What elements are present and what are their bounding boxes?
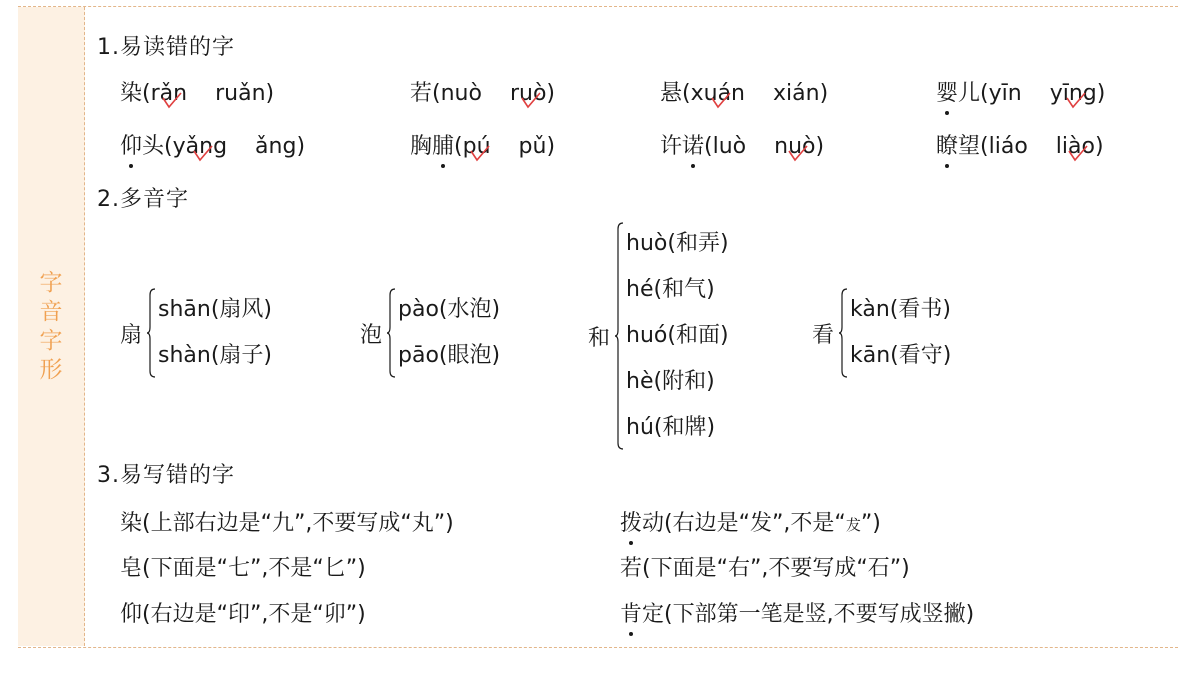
pinyin-option: pú	[463, 134, 491, 159]
writing-note: (下部第一笔是竖,不要写成竖撇)	[664, 602, 975, 627]
word-char: 望	[958, 134, 981, 159]
word-char: 头	[142, 134, 165, 159]
polyphone-char: 看	[812, 322, 835, 348]
pinyin-option: xián	[773, 81, 820, 106]
reading-item: shàn(扇子)	[158, 343, 273, 368]
pinyin-option: ruǎn	[215, 81, 266, 106]
head-char: 定	[642, 602, 665, 627]
word-char: 诺	[682, 129, 704, 160]
reading-item: hé(和气)	[626, 277, 715, 302]
writing-item	[620, 506, 881, 537]
reading-list	[850, 287, 951, 379]
head-char: 仰	[120, 602, 143, 627]
polyphone-group	[120, 287, 272, 379]
polyphone-group	[588, 221, 729, 451]
word-char: 许	[660, 134, 683, 159]
reading-item: pāo(眼泡)	[398, 343, 501, 368]
side-panel	[18, 7, 85, 646]
writing-note: ”)	[860, 511, 881, 536]
writing-note: (上部右边是“九”,不要写成“丸”)	[142, 511, 454, 536]
side-label-char: 字	[39, 270, 63, 296]
writing-item	[120, 506, 454, 537]
polyphone-char: 泡	[360, 322, 383, 348]
reading-item: huó(和面)	[626, 323, 729, 348]
polyphone-char: 和	[588, 325, 611, 351]
pinyin-option: rǎn	[151, 81, 187, 106]
reading-item: hè(附和)	[626, 369, 715, 394]
brace-icon	[146, 287, 156, 379]
reading-list	[626, 221, 729, 451]
writing-item	[120, 551, 366, 582]
word-char: 仰	[120, 129, 142, 160]
pinyin-option: yǎng	[173, 134, 227, 159]
word-char: 若	[410, 81, 433, 106]
pinyin-option: luò	[712, 134, 747, 159]
side-label	[18, 269, 84, 385]
pinyin-option: ǎng	[255, 134, 297, 159]
polyphone-char: 扇	[120, 322, 143, 348]
side-label-char: 音	[39, 299, 63, 325]
pinyin-option: nuò	[440, 81, 482, 106]
reading-item: pào(水泡)	[398, 297, 501, 322]
head-char: 染	[120, 511, 143, 536]
pinyin-item: 染(rǎn ruǎn)	[120, 76, 274, 107]
word-char: 胸	[410, 134, 433, 159]
head-char: 拨	[620, 506, 642, 537]
word-char: 悬	[660, 81, 683, 106]
reading-list	[158, 287, 272, 379]
side-label-char: 形	[39, 357, 63, 383]
brace-icon	[614, 221, 624, 451]
section2-title: 2.多音字	[97, 187, 189, 212]
head-char: 若	[620, 556, 643, 581]
head-char: 肯	[620, 597, 642, 628]
pinyin-option: xuán	[691, 81, 745, 106]
pinyin-option: liáo	[988, 134, 1028, 159]
word-char: 瞭	[936, 129, 958, 160]
word-char: 脯	[432, 129, 454, 160]
pinyin-item: 胸脯(pú pǔ)	[410, 129, 555, 160]
word-char: 染	[120, 81, 143, 106]
reading-item: hú(和牌)	[626, 415, 716, 440]
pinyin-option: pǔ	[518, 134, 547, 159]
writing-item	[120, 597, 366, 628]
reading-item: shān(扇风)	[158, 297, 273, 322]
writing-note: (右边是“印”,不是“卯”)	[142, 602, 366, 627]
pinyin-option: liào	[1056, 134, 1095, 159]
writing-note: (右边是“发”,不是“	[664, 511, 846, 536]
pinyin-item: 婴儿(yīn yīng )	[936, 76, 1105, 107]
writing-note: (下面是“右”,不要写成“石”)	[642, 556, 910, 581]
brace-icon	[386, 287, 396, 379]
side-label-char: 字	[39, 328, 63, 354]
writing-note: (下面是“七”,不是“匕”)	[142, 556, 366, 581]
reading-item: kàn(看书)	[850, 297, 951, 322]
word-char: 儿	[958, 81, 981, 106]
writing-item	[620, 551, 910, 582]
pinyin-item: 悬(xuán xián)	[660, 76, 828, 107]
pinyin-item: 许诺(luò nuò )	[660, 129, 824, 160]
pinyin-item: 若(nuò ruò )	[410, 76, 555, 107]
polyphone-group	[360, 287, 500, 379]
brace-icon	[838, 287, 848, 379]
head-char: 动	[642, 511, 665, 536]
pinyin-item: 仰头(yǎng ǎng)	[120, 129, 305, 160]
head-char: 皂	[120, 556, 143, 581]
reading-item: kān(看守)	[850, 343, 952, 368]
pinyin-option: nuò	[774, 134, 815, 159]
note-mark: 犮	[845, 516, 861, 534]
reading-list	[398, 287, 500, 379]
writing-item	[620, 597, 974, 628]
pinyin-option: ruò	[510, 81, 546, 106]
polyphone-group	[812, 287, 951, 379]
reading-item: huò(和弄)	[626, 231, 729, 256]
pinyin-option: yīn	[988, 81, 1022, 106]
word-char: 婴	[936, 76, 958, 107]
section1-title: 1.易读错的字	[97, 35, 235, 60]
pinyin-item: 瞭望(liáo liào )	[936, 129, 1104, 160]
pinyin-option: yīng	[1050, 81, 1097, 106]
section3-title: 3.易写错的字	[97, 463, 235, 488]
